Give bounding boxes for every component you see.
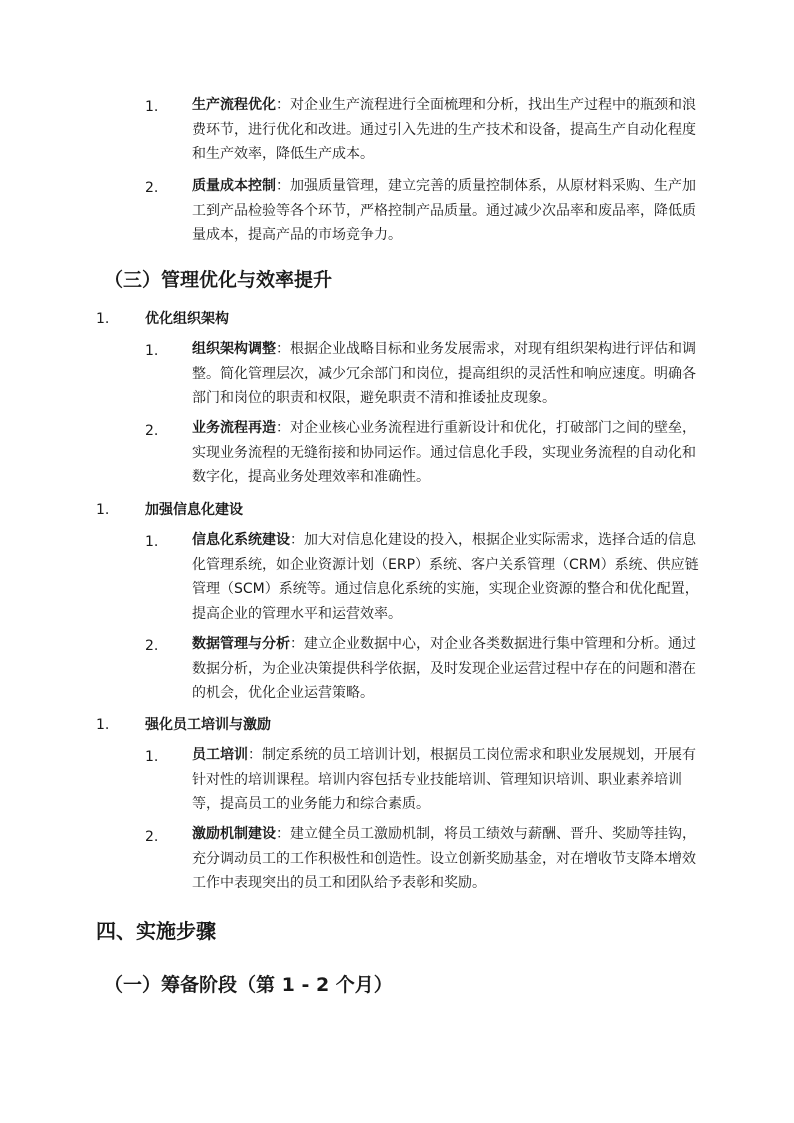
- list-item-incentive: 激励机制建设：建立健全员工激励机制，将员工绩效与薪酬、晋升、奖励等挂钩，充分调动员工的工作积极性和创造性。设立创新奖励基金，对在增收节支降本增效工作中表现突出的员工和团队给予表彰和奖励。: [192, 826, 696, 892]
- subsection-heading: （一）筹备阶段（第 1 - 2 个月）: [104, 974, 393, 996]
- list-number: 2.: [145, 423, 159, 439]
- item-title: 生产流程优化: [192, 97, 276, 113]
- group-number: 1.: [96, 502, 110, 518]
- item-text: 根据企业战略目标和业务发展需求，对现有组织架构进行评估和调整。简化管理层次，减少冗余部门和岗位，提高组织的灵活性和响应速度。明确各部门和岗位的职责和权限，避免职责不清和推诿扯皮现象。: [192, 341, 696, 407]
- item-title: 业务流程再造: [192, 420, 276, 436]
- group-title: 优化组织架构: [145, 311, 229, 327]
- list-number: 2.: [145, 829, 159, 845]
- item-title: 员工培训: [192, 747, 248, 763]
- item-text: 加强质量管理，建立完善的质量控制体系，从原材料采购、生产加工到产品检验等各个环节，严格控制产品质量。通过减少次品率和废品率，降低质量成本，提高产品的市场竞争力。: [192, 178, 696, 244]
- item-title: 质量成本控制: [192, 178, 276, 194]
- list-item-production-flow: 生产流程优化：对企业生产流程进行全面梳理和分析，找出生产过程中的瓶颈和浪费环节，进行优化和改进。通过引入先进的生产技术和设备，提高生产自动化程度和生产效率，降低生产成本。: [192, 97, 696, 163]
- section-heading-4: 四、实施步骤: [96, 919, 216, 943]
- item-title: 激励机制建设: [192, 826, 276, 842]
- item-text: 加大对信息化建设的投入，根据企业实际需求，选择合适的信息化管理系统，如企业资源计划（ERP）系统、客户关系管理（CRM）系统、供应链管理（SCM）系统等。通过信息化系统的实施，实现企业资源的整合和优化配置，提高企业的管理水平和运营效率。: [192, 532, 699, 622]
- list-item-info-system: 信息化系统建设：加大对信息化建设的投入，根据企业实际需求，选择合适的信息化管理系统，如企业资源计划（ERP）系统、客户关系管理（CRM）系统、供应链管理（SCM）系统等。通过信息化系统的实施，实现企业资源的整合和优化配置，提高企业的管理水平和运营效率。: [192, 532, 699, 622]
- list-item-quality-cost: 质量成本控制：加强质量管理，建立完善的质量控制体系，从原材料采购、生产加工到产品检验等各个环节，严格控制产品质量。通过减少次品率和废品率，降低质量成本，提高产品的市场竞争力。: [192, 178, 696, 244]
- item-title: 组织架构调整: [192, 341, 276, 357]
- list-item-process-reengineering: 业务流程再造：对企业核心业务流程进行重新设计和优化，打破部门之间的壁垒，实现业务流程的无缝衔接和协同运作。通过信息化手段，实现业务流程的自动化和数字化，提高业务处理效率和准确性。: [192, 420, 696, 486]
- item-text: 建立企业数据中心，对企业各类数据进行集中管理和分析。通过数据分析，为企业决策提供科学依据，及时发现企业运营过程中存在的问题和潜在的机会，优化企业运营策略。: [192, 636, 696, 702]
- item-text: 制定系统的员工培训计划，根据员工岗位需求和职业发展规划，开展有针对性的培训课程。培训内容包括专业技能培训、管理知识培训、职业素养培训等，提高员工的业务能力和综合素质。: [192, 747, 696, 813]
- list-number: 1.: [145, 99, 159, 115]
- item-title: 信息化系统建设: [192, 532, 290, 548]
- section-heading-3: （三）管理优化与效率提升: [104, 269, 333, 291]
- list-number: 1.: [145, 534, 159, 550]
- group-title: 强化员工培训与激励: [145, 717, 271, 733]
- item-text: 对企业生产流程进行全面梳理和分析，找出生产过程中的瓶颈和浪费环节，进行优化和改进。通过引入先进的生产技术和设备，提高生产自动化程度和生产效率，降低生产成本。: [192, 97, 696, 163]
- list-item-org-structure: 组织架构调整：根据企业战略目标和业务发展需求，对现有组织架构进行评估和调整。简化管理层次，减少冗余部门和岗位，提高组织的灵活性和响应速度。明确各部门和岗位的职责和权限，避免职责不清和推诿扯皮现象。: [192, 341, 696, 407]
- list-number: 1.: [145, 749, 159, 765]
- list-number: 2.: [145, 638, 159, 654]
- list-item-data-management: 数据管理与分析：建立企业数据中心，对企业各类数据进行集中管理和分析。通过数据分析，为企业决策提供科学依据，及时发现企业运营过程中存在的问题和潜在的机会，优化企业运营策略。: [192, 636, 696, 702]
- list-number: 1.: [145, 343, 159, 359]
- item-text: 对企业核心业务流程进行重新设计和优化，打破部门之间的壁垒，实现业务流程的无缝衔接和协同运作。通过信息化手段，实现业务流程的自动化和数字化，提高业务处理效率和准确性。: [192, 420, 696, 486]
- group-title: 加强信息化建设: [145, 502, 243, 518]
- item-title: 数据管理与分析: [192, 636, 290, 652]
- item-text: 建立健全员工激励机制，将员工绩效与薪酬、晋升、奖励等挂钩，充分调动员工的工作积极性和创造性。设立创新奖励基金，对在增收节支降本增效工作中表现突出的员工和团队给予表彰和奖励。: [192, 826, 696, 892]
- list-number: 2.: [145, 180, 159, 196]
- group-number: 1.: [96, 311, 110, 327]
- group-number: 1.: [96, 717, 110, 733]
- list-item-training: 员工培训：制定系统的员工培训计划，根据员工岗位需求和职业发展规划，开展有针对性的培训课程。培训内容包括专业技能培训、管理知识培训、职业素养培训等，提高员工的业务能力和综合素质。: [192, 747, 696, 813]
